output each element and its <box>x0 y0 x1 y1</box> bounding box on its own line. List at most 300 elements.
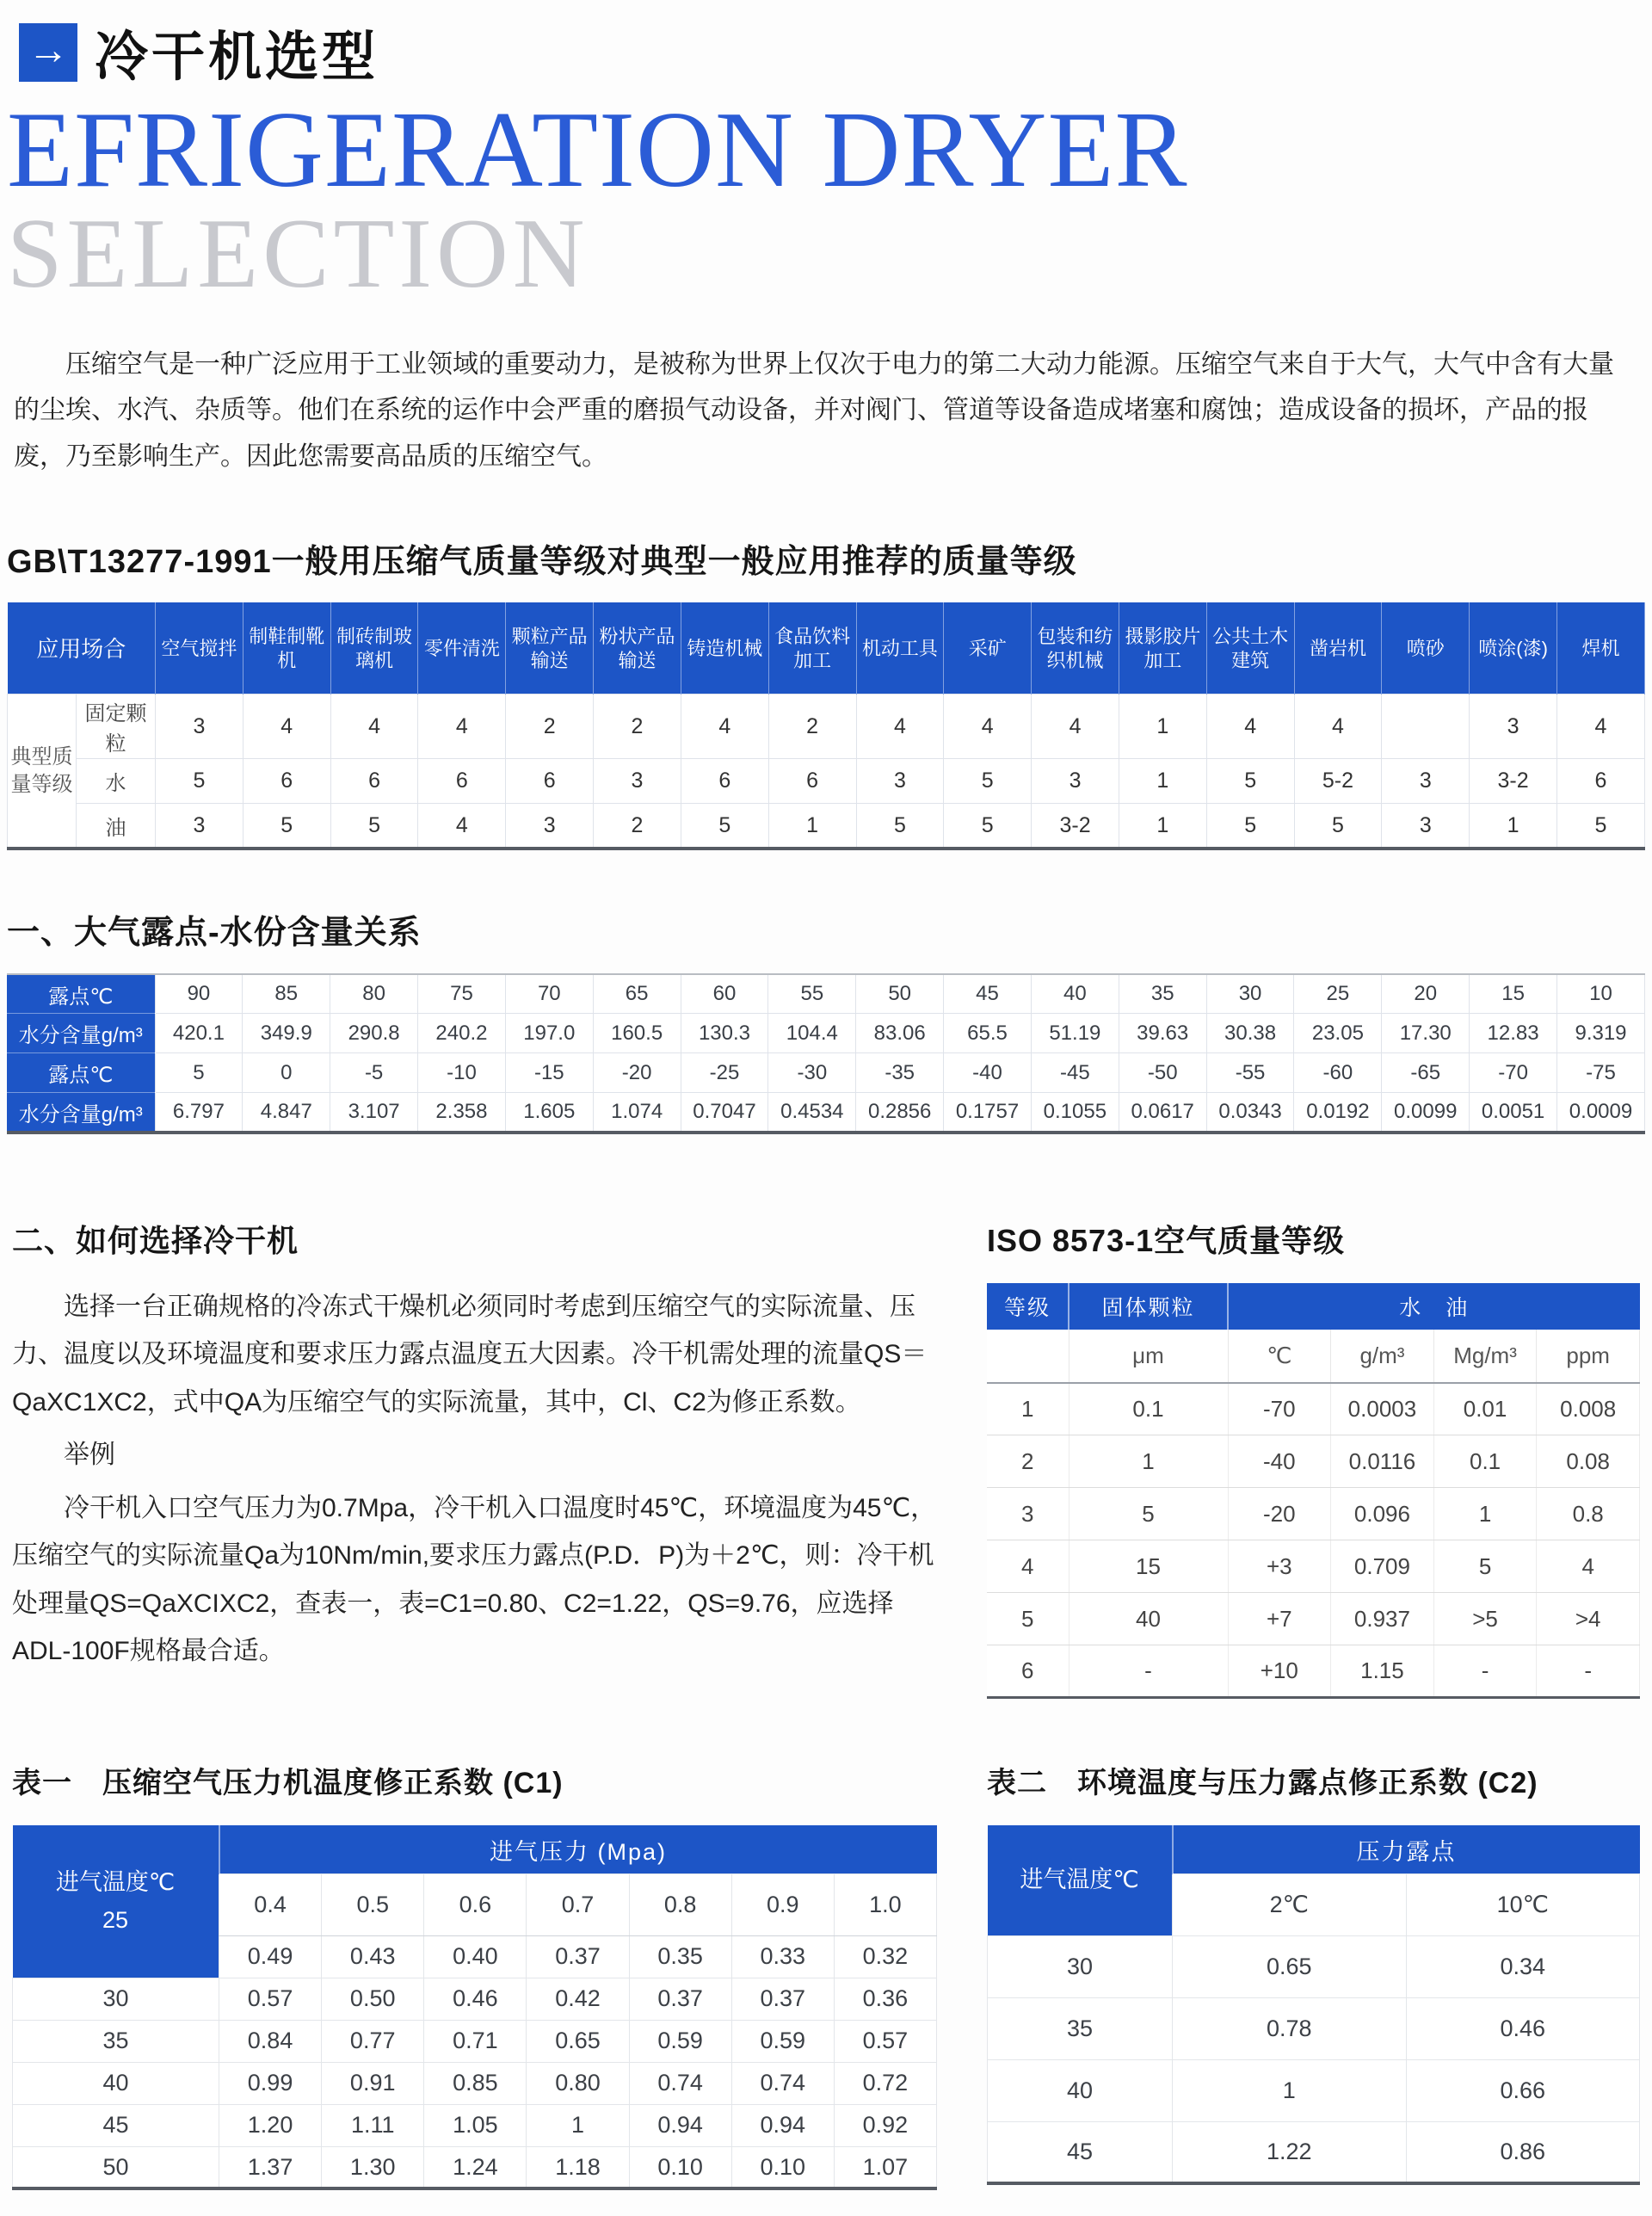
cell: 0.59 <box>629 2020 731 2062</box>
cell: 12.83 <box>1470 1014 1557 1053</box>
c1-column <box>12 1759 937 2190</box>
cell: 0.33 <box>731 1935 834 1978</box>
cell: 0.1 <box>1433 1435 1537 1488</box>
cell: 0.57 <box>834 2020 936 2062</box>
cell: 0.10 <box>731 2146 834 2188</box>
gb-column-header: 喷涂(漆) <box>1470 603 1557 694</box>
cell: 0.50 <box>322 1978 424 2020</box>
cell: -45 <box>1031 1053 1119 1093</box>
cell: 0.99 <box>219 2062 322 2104</box>
cell: 1 <box>1119 759 1206 804</box>
cell: 0.37 <box>527 1935 629 1978</box>
c2-column <box>987 1759 1640 2190</box>
gb-column-header: 喷砂 <box>1382 603 1470 694</box>
cell: 1.18 <box>527 2146 629 2188</box>
cell: -20 <box>593 1053 681 1093</box>
table-row <box>13 1978 937 2020</box>
unit-cell: μm <box>1069 1330 1228 1383</box>
cell: 2 <box>594 694 681 759</box>
cell: 0.94 <box>629 2104 731 2146</box>
cell: 3 <box>1382 804 1470 849</box>
cell: 0.46 <box>1406 1997 1640 2059</box>
cell: 4.847 <box>243 1093 330 1133</box>
cell: -5 <box>330 1053 418 1093</box>
table-row <box>987 1488 1640 1540</box>
cell: 0.80 <box>527 2062 629 2104</box>
cell: -55 <box>1206 1053 1294 1093</box>
page-header <box>7 9 1645 90</box>
cell: 5 <box>1294 804 1382 849</box>
section2-heading: 二、如何选择冷干机 <box>12 1222 299 1258</box>
cell: 240.2 <box>418 1014 506 1053</box>
cell: -20 <box>1228 1488 1331 1540</box>
c2-corner-cell: 进气温度℃ <box>988 1825 1173 1935</box>
gb-column-header: 空气搅拌 <box>156 603 243 694</box>
table-row <box>13 2062 937 2104</box>
cell: 1.22 <box>1173 2121 1407 2183</box>
pressure-cell: 0.4 <box>219 1873 322 1935</box>
cell: -50 <box>1119 1053 1206 1093</box>
cell: 3 <box>1470 694 1557 759</box>
arrow-icon <box>19 23 77 82</box>
gb-table-heading: GB\T13277-1991一般用压缩气质量等级对典型一般应用推荐的质量等级 <box>7 544 1077 581</box>
table-row <box>988 1997 1640 2059</box>
cell: 0.94 <box>731 2104 834 2146</box>
cell: >4 <box>1537 1593 1640 1645</box>
cell: 1 <box>1173 2059 1407 2121</box>
cell: 4 <box>1557 694 1645 759</box>
cell: 0.0192 <box>1294 1093 1382 1133</box>
cell: 4 <box>330 694 418 759</box>
cell: 2 <box>768 694 856 759</box>
table-row <box>988 1935 1640 1997</box>
c1-table <box>12 1825 937 2190</box>
pressure-cell: 0.9 <box>731 1873 834 1935</box>
cell: 5 <box>243 804 330 849</box>
cell: 3-2 <box>1470 759 1557 804</box>
cell: 4 <box>944 694 1032 759</box>
cell: 30 <box>1206 974 1294 1014</box>
cell: 30 <box>988 1935 1173 1997</box>
cell: 0.78 <box>1173 1997 1407 2059</box>
cell: 0.01 <box>1433 1383 1537 1435</box>
gb-column-header: 食品饮料加工 <box>768 603 856 694</box>
cell: 0.7047 <box>681 1093 768 1133</box>
cell: 0.10 <box>629 2146 731 2188</box>
pressure-cell: 0.8 <box>629 1873 731 1935</box>
iso-solid-header: 固体颗粒 <box>1069 1283 1228 1330</box>
c1-corner-label: 进气温度℃ <box>55 1869 176 1896</box>
table-row <box>987 1645 1640 1698</box>
cell: 5 <box>987 1593 1069 1645</box>
cell: 1 <box>1470 804 1557 849</box>
gb-column-header: 粉状产品输送 <box>594 603 681 694</box>
table-row <box>8 694 1645 759</box>
cell: 3 <box>1032 759 1119 804</box>
cell: -40 <box>944 1053 1032 1093</box>
cell: 0.37 <box>629 1978 731 2020</box>
cell: 1 <box>1119 804 1206 849</box>
iso-grade-header: 等级 <box>987 1283 1069 1330</box>
bottom-section <box>7 1759 1645 2190</box>
cell: 3 <box>156 694 243 759</box>
cell: 0.74 <box>731 2062 834 2104</box>
cell: - <box>1069 1645 1228 1698</box>
cell: 4 <box>243 694 330 759</box>
cell: 6.797 <box>155 1093 243 1133</box>
cell: 1 <box>1119 694 1206 759</box>
cell: 40 <box>1069 1593 1228 1645</box>
cell: 0.65 <box>527 2020 629 2062</box>
cell: 6 <box>506 759 594 804</box>
unit-cell: ℃ <box>1228 1330 1331 1383</box>
cell: 5 <box>1433 1540 1537 1593</box>
cell: +3 <box>1228 1540 1331 1593</box>
cell: 0.937 <box>1331 1593 1434 1645</box>
cell: 23.05 <box>1294 1014 1382 1053</box>
cell: 0.46 <box>424 1978 527 2020</box>
cell: 0.709 <box>1331 1540 1434 1593</box>
cell: 30.38 <box>1206 1014 1294 1053</box>
cell: 35 <box>988 1997 1173 2059</box>
cell: - <box>1537 1645 1640 1698</box>
cell: 20 <box>1382 974 1470 1014</box>
cell: 55 <box>768 974 856 1014</box>
cell: 0.2856 <box>856 1093 944 1133</box>
gb-column-header: 机动工具 <box>856 603 944 694</box>
c1-header-row <box>13 1825 937 1873</box>
cell: 1.11 <box>322 2104 424 2146</box>
cell: 5 <box>156 759 243 804</box>
cell: +10 <box>1228 1645 1331 1698</box>
howto-paragraph: 选择一台正确规格的冷冻式干燥机必须同时考虑到压缩空气的实际流量、压力、温度以及环境温度和要求压力露点温度五大因素。冷干机需处理的流量QS＝QaXC1XC2，式中QA为压缩空气的实际流量，其中，Cl、C2为修正系数。 <box>12 1292 928 1417</box>
dew-row-label: 露点℃ <box>7 1053 155 1093</box>
c1-heading: 表一 压缩空气压力机温度修正系数 (C1) <box>12 1767 564 1800</box>
cell: 35 <box>1119 974 1206 1014</box>
cell: 0.008 <box>1537 1383 1640 1435</box>
cell: 15 <box>1069 1540 1228 1593</box>
cell: 0.1055 <box>1031 1093 1119 1133</box>
cell: 1.605 <box>505 1093 593 1133</box>
gb-row-group-label: 典型质量等级 <box>8 694 77 849</box>
cell: 9.319 <box>1557 1014 1645 1053</box>
iso-header-row <box>987 1283 1640 1330</box>
unit-cell: g/m³ <box>1331 1330 1434 1383</box>
cell: 5 <box>944 804 1032 849</box>
dewpoint-cell: 2℃ <box>1173 1873 1407 1935</box>
gb-column-header: 采矿 <box>944 603 1032 694</box>
cell: 25 <box>1294 974 1382 1014</box>
cell: 3.107 <box>330 1093 418 1133</box>
intro-paragraph: 压缩空气是一种广泛应用于工业领域的重要动力，是被称为世界上仅次于电力的第二大动力能源。压缩空气来自于大气，大气中含有大量的尘埃、水汽、杂质等。他们在系统的运作中会严重的磨损气动设备，并对阀门、管道等设备造成堵塞和腐蚀；造成设备的损坏，产品的报废，乃至影响生产。因此您需要高品质的压缩空气。 <box>14 350 1614 471</box>
cell: 0.42 <box>527 1978 629 2020</box>
cell: 1.07 <box>834 2146 936 2188</box>
cell: 5 <box>1069 1488 1228 1540</box>
unit-cell: Mg/m³ <box>1433 1330 1537 1383</box>
cell: 4 <box>1206 694 1294 759</box>
cell: 5-2 <box>1294 759 1382 804</box>
cell: 3 <box>506 804 594 849</box>
cell: 0.66 <box>1406 2059 1640 2121</box>
cell: 1 <box>1433 1488 1537 1540</box>
table-row <box>7 1053 1645 1093</box>
cell: 45 <box>13 2104 219 2146</box>
cell: 0.0116 <box>1331 1435 1434 1488</box>
cell: 51.19 <box>1031 1014 1119 1053</box>
cell: 0.1757 <box>944 1093 1032 1133</box>
pressure-cell: 0.6 <box>424 1873 527 1935</box>
cell: 0.1 <box>1069 1383 1228 1435</box>
cell: 60 <box>681 974 768 1014</box>
cell: 0.4534 <box>768 1093 856 1133</box>
gb-column-header: 制砖制玻璃机 <box>330 603 418 694</box>
gb-row-label: 油 <box>77 804 156 849</box>
cell: >5 <box>1433 1593 1537 1645</box>
cell: 40 <box>13 2062 219 2104</box>
cell: 0.0617 <box>1119 1093 1206 1133</box>
gb-column-header: 制鞋制靴机 <box>243 603 330 694</box>
cell: 0.32 <box>834 1935 936 1978</box>
cell: 40 <box>988 2059 1173 2121</box>
cell: 65.5 <box>944 1014 1032 1053</box>
cell: 4 <box>1294 694 1382 759</box>
cell: 4 <box>418 694 506 759</box>
cell: 0.59 <box>731 2020 834 2062</box>
cell: -30 <box>768 1053 856 1093</box>
cell: 70 <box>505 974 593 1014</box>
gb-column-header: 颗粒产品输送 <box>506 603 594 694</box>
pressure-cell: 0.7 <box>527 1873 629 1935</box>
cell: 4 <box>1032 694 1119 759</box>
table-row <box>13 2020 937 2062</box>
cell: 0.8 <box>1537 1488 1640 1540</box>
table-row <box>988 2121 1640 2183</box>
gb-column-header: 铸造机械 <box>681 603 768 694</box>
cell: 0.0343 <box>1206 1093 1294 1133</box>
cell: 0.36 <box>834 1978 936 2020</box>
cell: 0.49 <box>219 1935 322 1978</box>
cell: 1.24 <box>424 2146 527 2188</box>
title-en-line2: SELECTION <box>7 199 589 310</box>
cell: 5 <box>1557 804 1645 849</box>
iso-water-oil-header: 水 油 <box>1228 1283 1640 1330</box>
cell: 0.86 <box>1406 2121 1640 2183</box>
cell: 50 <box>856 974 944 1014</box>
cell: 0 <box>243 1053 330 1093</box>
gb-column-header: 公共土木建筑 <box>1206 603 1294 694</box>
c2-table <box>987 1825 1640 2185</box>
dewpoint-cell: 10℃ <box>1406 1873 1640 1935</box>
cell: 6 <box>243 759 330 804</box>
cell: -10 <box>418 1053 506 1093</box>
section1-heading: 一、大气露点-水份含量关系 <box>7 914 422 951</box>
cell: 5 <box>944 759 1032 804</box>
c1-pressure-header: 进气压力 (Mpa) <box>219 1825 937 1873</box>
cell: -70 <box>1228 1383 1331 1435</box>
gb-header-row <box>8 603 1645 694</box>
cell: 0.0099 <box>1382 1093 1470 1133</box>
cell: 4 <box>681 694 768 759</box>
gb-corner-cell: 应用场合 <box>8 603 156 694</box>
mid-section <box>7 1217 1645 1700</box>
cell: 104.4 <box>768 1014 856 1053</box>
cell: 130.3 <box>681 1014 768 1053</box>
cell: 65 <box>593 974 681 1014</box>
cell: 2.358 <box>418 1093 506 1133</box>
cell: 3 <box>987 1488 1069 1540</box>
cell: 0.77 <box>322 2020 424 2062</box>
cell: 0.72 <box>834 2062 936 2104</box>
c1-corner-cell <box>13 1825 219 1978</box>
page-title: 冷干机选型 <box>95 28 379 87</box>
cell: 0.34 <box>1406 1935 1640 1997</box>
cell: 3 <box>856 759 944 804</box>
cell: 349.9 <box>243 1014 330 1053</box>
cell: 4 <box>418 804 506 849</box>
table-row <box>7 974 1645 1014</box>
cell: 1.37 <box>219 2146 322 2188</box>
cell: 0.91 <box>322 2062 424 2104</box>
table-row <box>987 1593 1640 1645</box>
c2-dewpoint-header: 压力露点 <box>1173 1825 1640 1873</box>
cell: 45 <box>988 2121 1173 2183</box>
table-row <box>988 2059 1640 2121</box>
arrow-glyph: → <box>28 27 69 73</box>
cell: 4 <box>987 1540 1069 1593</box>
cell: 0.92 <box>834 2104 936 2146</box>
c2-heading: 表二 环境温度与压力露点修正系数 (C2) <box>987 1767 1538 1800</box>
example-paragraph: 冷干机入口空气压力为0.7Mpa，冷干机入口温度时45℃，环境温度为45℃，压缩空气的实际流量Qa为10Nm/min,要求压力露点(P.D．P)为＋2℃，则：冷干机处理量QS=QaXCIXC2，查表一，表=C1=0.80、C2=1.22，QS=9.76，应选择ADL-100F规格最合适。 <box>12 1493 937 1666</box>
cell: 90 <box>155 974 243 1014</box>
cell: 17.30 <box>1382 1014 1470 1053</box>
cell: -35 <box>856 1053 944 1093</box>
cell: 1.05 <box>424 2104 527 2146</box>
cell: 75 <box>418 974 506 1014</box>
cell: 1.20 <box>219 2104 322 2146</box>
howto-column <box>12 1217 937 1700</box>
cell: 1.074 <box>593 1093 681 1133</box>
cell: 85 <box>243 974 330 1014</box>
gb-column-header: 凿岩机 <box>1294 603 1382 694</box>
cell: 0.37 <box>731 1978 834 2020</box>
gb-column-header: 零件清洗 <box>418 603 506 694</box>
cell: 15 <box>1470 974 1557 1014</box>
gb-column-header: 包装和纺织机械 <box>1032 603 1119 694</box>
cell: 5 <box>681 804 768 849</box>
cell: 10 <box>1557 974 1645 1014</box>
table-row <box>13 2104 937 2146</box>
dew-row-label: 露点℃ <box>7 974 155 1014</box>
cell: 290.8 <box>330 1014 418 1053</box>
cell: 5 <box>330 804 418 849</box>
gb-row-label: 固定颗粒 <box>77 694 156 759</box>
cell: 4 <box>1537 1540 1640 1593</box>
iso-column <box>987 1217 1640 1700</box>
gb-column-header: 焊机 <box>1557 603 1645 694</box>
cell: 3 <box>594 759 681 804</box>
table-row <box>987 1540 1640 1593</box>
table-row <box>7 1014 1645 1053</box>
cell: 1 <box>527 2104 629 2146</box>
cell: 420.1 <box>155 1014 243 1053</box>
cell: 0.0003 <box>1331 1383 1434 1435</box>
gb-column-header: 摄影胶片加工 <box>1119 603 1206 694</box>
cell: 1.30 <box>322 2146 424 2188</box>
cell: 0.43 <box>322 1935 424 1978</box>
cell: 0.84 <box>219 2020 322 2062</box>
cell: 6 <box>418 759 506 804</box>
cell: 0.0051 <box>1470 1093 1557 1133</box>
cell: -65 <box>1382 1053 1470 1093</box>
cell: 0.35 <box>629 1935 731 1978</box>
table-row <box>987 1435 1640 1488</box>
cell: 2 <box>506 694 594 759</box>
cell: 3 <box>156 804 243 849</box>
cell: 6 <box>330 759 418 804</box>
cell: 1.15 <box>1331 1645 1434 1698</box>
cell: 0.096 <box>1331 1488 1434 1540</box>
cell: 50 <box>13 2146 219 2188</box>
cell: 3 <box>1382 759 1470 804</box>
cell: 1 <box>987 1383 1069 1435</box>
cell: 39.63 <box>1119 1014 1206 1053</box>
cell: 2 <box>987 1435 1069 1488</box>
cell: 160.5 <box>593 1014 681 1053</box>
unit-cell <box>987 1330 1069 1383</box>
cell: -25 <box>681 1053 768 1093</box>
iso-quality-table <box>987 1283 1640 1700</box>
cell: 83.06 <box>856 1014 944 1053</box>
table-row <box>8 804 1645 849</box>
cell: 35 <box>13 2020 219 2062</box>
iso-units-row <box>987 1330 1640 1383</box>
c1-corner-value: 25 <box>102 1906 129 1933</box>
cell: 30 <box>13 1978 219 2020</box>
cell: 45 <box>944 974 1032 1014</box>
cell: 1 <box>768 804 856 849</box>
iso-heading: ISO 8573-1空气质量等级 <box>987 1222 1346 1258</box>
table-row <box>987 1383 1640 1435</box>
table-row <box>13 2146 937 2188</box>
cell <box>1382 694 1470 759</box>
title-en-line1: EFRIGERATION DRYER <box>7 90 1188 210</box>
table-row <box>8 759 1645 804</box>
dew-row-label: 水分含量g/m³ <box>7 1014 155 1053</box>
dew-row-label: 水分含量g/m³ <box>7 1093 155 1133</box>
cell: 4 <box>856 694 944 759</box>
cell: 6 <box>987 1645 1069 1698</box>
gb-row-label: 水 <box>77 759 156 804</box>
cell: 6 <box>681 759 768 804</box>
cell: 5 <box>1206 759 1294 804</box>
unit-cell: ppm <box>1537 1330 1640 1383</box>
cell: 0.74 <box>629 2062 731 2104</box>
cell: 0.71 <box>424 2020 527 2062</box>
cell: 5 <box>155 1053 243 1093</box>
cell: 0.85 <box>424 2062 527 2104</box>
cell: 3-2 <box>1032 804 1119 849</box>
c2-header-row <box>988 1825 1640 1873</box>
cell: -40 <box>1228 1435 1331 1488</box>
table-row <box>7 1093 1645 1133</box>
pressure-cell: 1.0 <box>834 1873 936 1935</box>
cell: 40 <box>1031 974 1119 1014</box>
cell: 5 <box>1206 804 1294 849</box>
cell: - <box>1433 1645 1537 1698</box>
cell: -60 <box>1294 1053 1382 1093</box>
cell: 0.65 <box>1173 1935 1407 1997</box>
cell: 5 <box>856 804 944 849</box>
